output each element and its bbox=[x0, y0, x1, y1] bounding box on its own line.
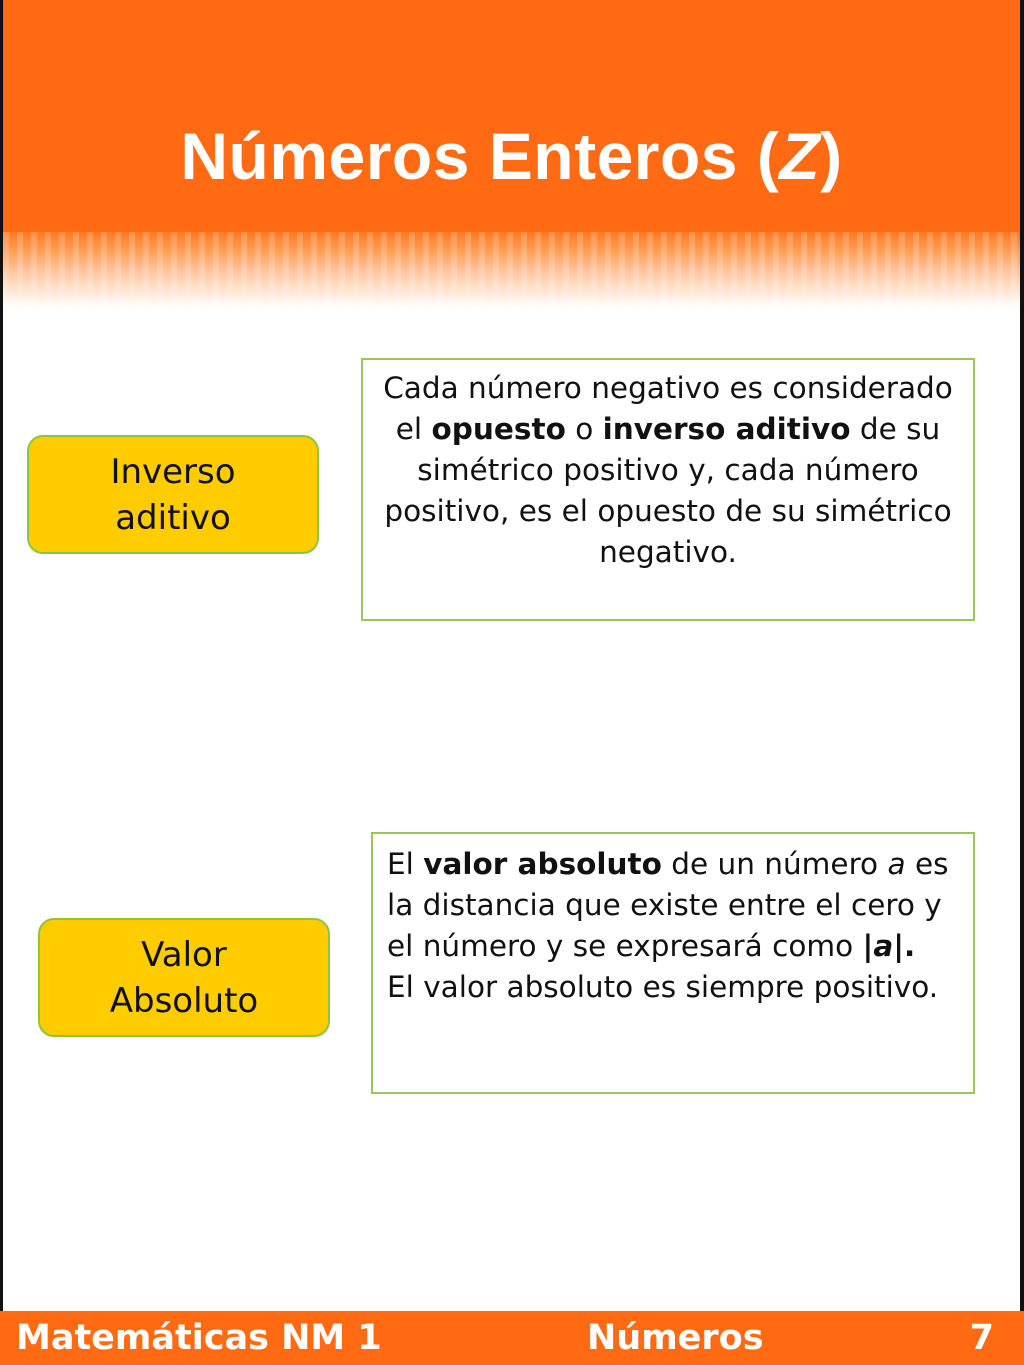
notation-variable: a bbox=[873, 929, 894, 963]
definition-text: de su simétrico positivo y, cada número positivo, es el opuesto de su simétrico negativo. bbox=[384, 412, 952, 569]
definition-box-valor-absoluto bbox=[371, 832, 975, 1094]
definition-bold-term: inverso aditivo bbox=[602, 412, 851, 446]
footer-bar bbox=[0, 1311, 1024, 1365]
absolute-value-notation bbox=[863, 929, 916, 963]
definition-text-line2: El valor absoluto es siempre positivo. bbox=[387, 970, 939, 1004]
definition-text: de un número bbox=[661, 847, 888, 881]
concept-box-inverso-aditivo bbox=[27, 435, 319, 554]
concept-label-line2: aditivo bbox=[115, 497, 231, 538]
definition-variable: a bbox=[887, 847, 906, 881]
definition-text: es la distancia que existe entre el cero y el número y se expresará como bbox=[387, 847, 949, 963]
slide-frame-right bbox=[1020, 0, 1024, 1365]
definition-text: Cada número negativo es considerado el bbox=[383, 371, 953, 446]
concept-label-line1: Valor bbox=[141, 934, 227, 975]
footer-topic: Números bbox=[587, 1318, 764, 1358]
pipe-open: | bbox=[862, 929, 874, 963]
slide-title bbox=[3, 108, 1020, 204]
footer-page-number: 7 bbox=[969, 1318, 994, 1358]
definition-box-inverso-aditivo bbox=[361, 358, 975, 621]
concept-label bbox=[110, 449, 235, 541]
title-text: Números Enteros ( bbox=[180, 119, 780, 193]
concept-label-line2: Absoluto bbox=[109, 980, 259, 1021]
pipe-close: |. bbox=[893, 929, 916, 963]
footer-course: Matemáticas NM 1 bbox=[16, 1318, 382, 1358]
header-gradient bbox=[3, 232, 1020, 308]
definition-text: o bbox=[565, 412, 603, 446]
title-set-symbol: Z bbox=[779, 119, 821, 193]
concept-label-line1: Inverso bbox=[110, 451, 236, 492]
title-close: ) bbox=[820, 119, 843, 193]
definition-bold-term: valor absoluto bbox=[423, 847, 662, 881]
concept-label bbox=[110, 932, 258, 1024]
slide-frame-left bbox=[0, 0, 3, 1365]
definition-text: El bbox=[387, 847, 424, 881]
definition-bold-term: opuesto bbox=[431, 412, 566, 446]
concept-box-valor-absoluto bbox=[38, 918, 330, 1037]
